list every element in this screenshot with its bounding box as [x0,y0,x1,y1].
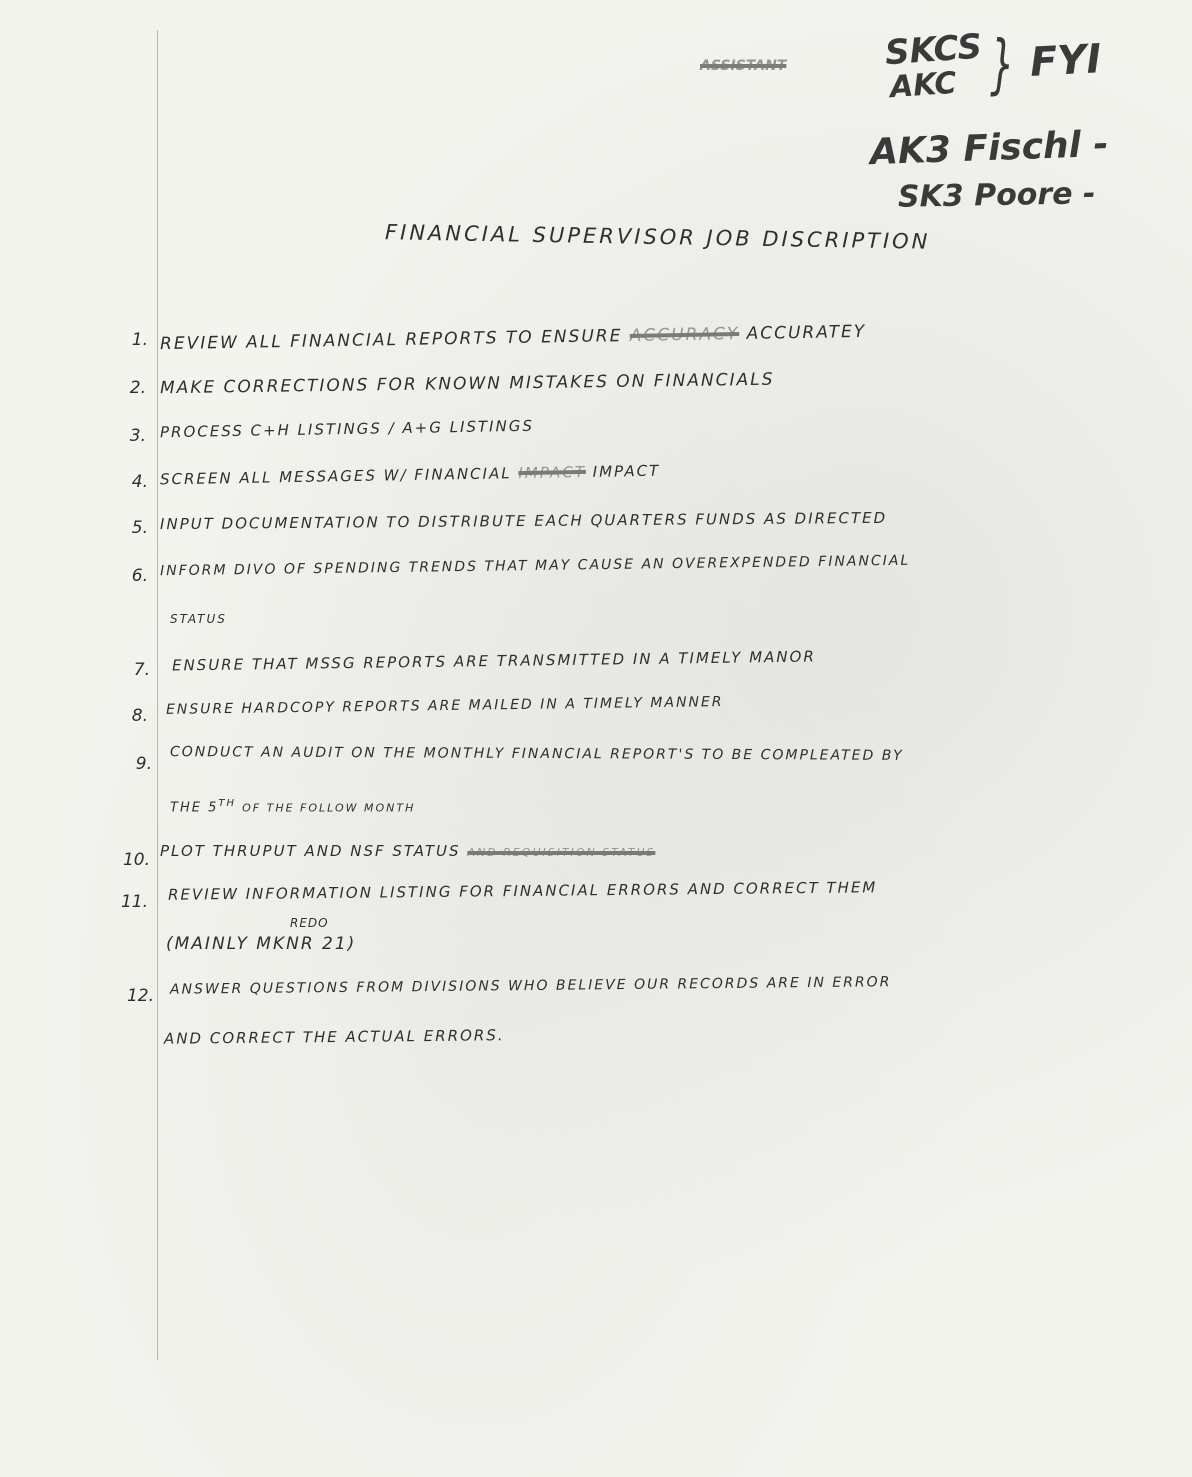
insert-annotation: REDO [290,916,329,930]
list-item-continuation: AND CORRECT THE ACTUAL ERRORS. [163,1026,505,1048]
routing-bracket: } [990,28,1015,102]
list-item: ENSURE THAT MSSG REPORTS ARE TRANSMITTED IN A TIMELY MANOR [171,647,816,675]
list-item-continuation: (MAINLY MKNR 21) [166,934,357,954]
routing-line-3: SK3 Poore - [897,176,1096,215]
list-item: INFORM DIVO OF SPENDING TRENDS THAT MAY CAUSE AN OVEREXPENDED FINANCIAL [159,552,911,580]
list-item: ENSURE HARDCOPY REPORTS ARE MAILED IN A TIMELY MANNER [165,694,724,718]
routing-line-1b: AKC [888,65,958,106]
item-number: 7. [133,660,150,680]
routing-struck: ASSISTANT [700,58,787,74]
routing-line-1: SKCS [883,26,984,74]
list-item-continuation: THE 5TH OF THE FOLLOW MONTH [170,798,416,816]
list-item: PLOT THRUPUT AND NSF STATUS AND REQUISITION STATUS [160,842,656,860]
item-number: 4. [131,472,148,492]
routing-line-2: AK3 Fischl - [869,123,1110,174]
list-item: INPUT DOCUMENTATION TO DISTRIBUTE EACH QUARTERS FUNDS AS DIRECTED [159,508,888,534]
routing-fyi: FYI [1028,36,1103,86]
list-item-continuation: STATUS [170,612,227,626]
list-item: PROCESS C+H LISTINGS / A+G LISTINGS [159,416,535,442]
item-number: 3. [129,426,146,446]
list-item: REVIEW ALL FINANCIAL REPORTS TO ENSURE ACCURACY ACCURATEY [159,321,867,355]
list-item: REVIEW INFORMATION LISTING FOR FINANCIAL ERRORS AND CORRECT THEM [167,878,878,904]
list-item: SCREEN ALL MESSAGES W/ FINANCIAL IMPACT IMPACT [159,461,661,489]
item-number: 11. [120,892,148,912]
item-number: 5. [131,518,148,538]
list-item: MAKE CORRECTIONS FOR KNOWN MISTAKES ON FINANCIALS [159,369,775,399]
item-number: 8. [131,706,148,726]
list-item: ANSWER QUESTIONS FROM DIVISIONS WHO BELIEVE OUR RECORDS ARE IN ERROR [169,974,892,998]
item-number: 1. [131,330,148,350]
item-number: 12. [126,986,154,1006]
item-number: 9. [135,754,152,774]
item-number: 6. [131,566,148,586]
page-title: FINANCIAL SUPERVISOR JOB DISCRIPTION [384,220,931,254]
list-item: CONDUCT AN AUDIT ON THE MONTHLY FINANCIAL REPORT'S TO BE COMPLEATED BY [169,744,904,764]
margin-line [157,30,158,1360]
item-number: 2. [129,378,146,398]
item-number: 10. [122,850,150,870]
